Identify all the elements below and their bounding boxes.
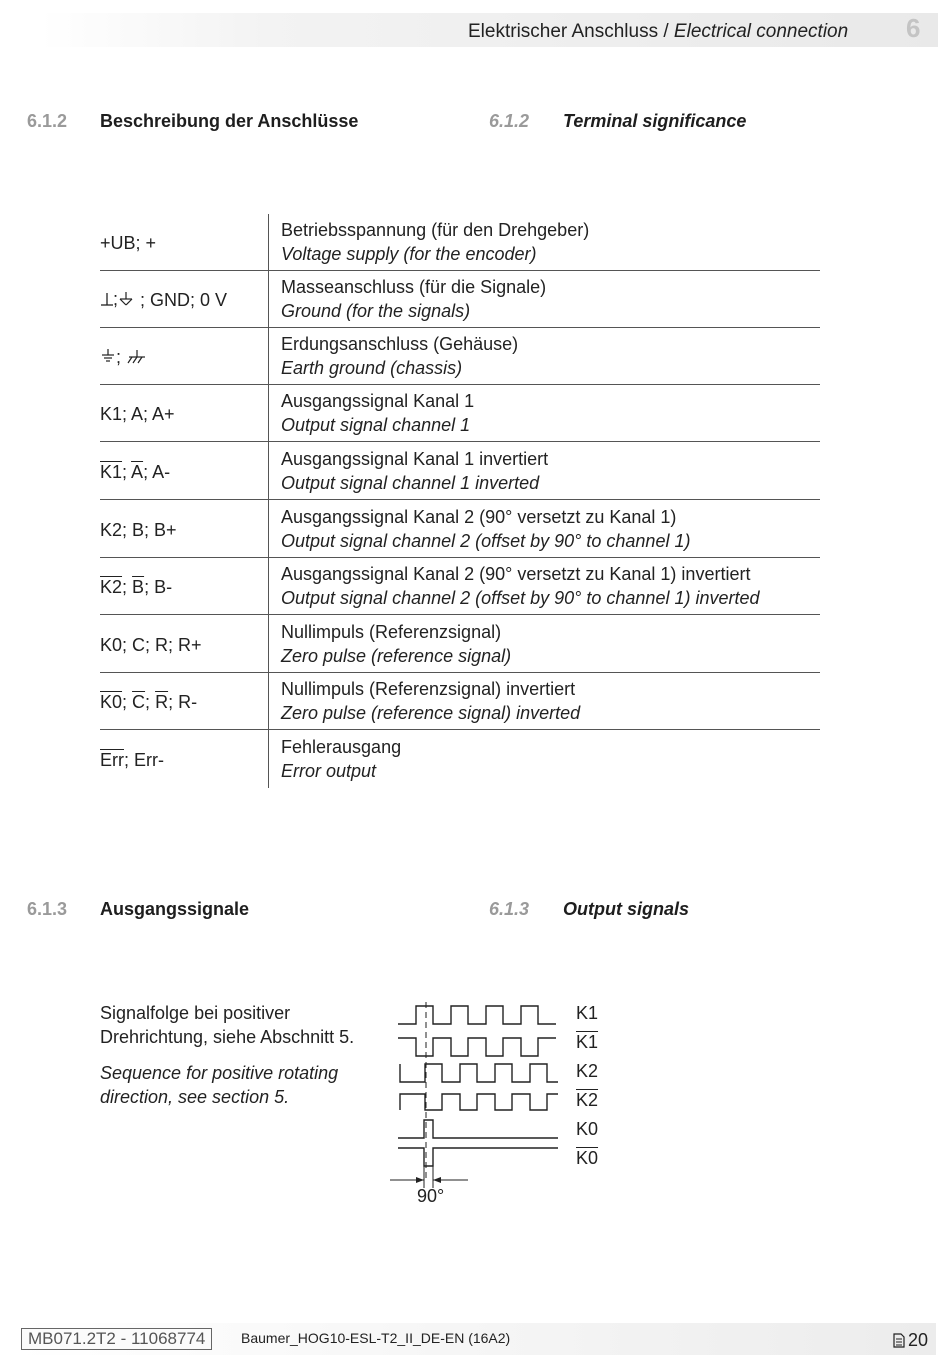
- description-en: Output signal channel 1: [281, 415, 471, 435]
- phase-label: 90°: [417, 1186, 445, 1206]
- description-en: Earth ground (chassis): [281, 358, 463, 378]
- description-en: Output signal channel 1 inverted: [281, 473, 540, 493]
- svg-text:;: ;: [113, 290, 119, 308]
- row-separator: [100, 499, 820, 500]
- table-row: [100, 558, 820, 615]
- terminal-label: K0; $\overline{C}$; $\overline{R}$; R-: [100, 692, 198, 712]
- section-612-number-en: 6.1.2: [489, 111, 530, 131]
- k0-waveform: [398, 1120, 558, 1138]
- terminal-label: K0; C; R; R+: [100, 635, 202, 655]
- section-612-title-de: Beschreibung der Anschlüsse: [100, 111, 359, 131]
- k1-inverted-waveform: [398, 1038, 556, 1056]
- terminal-label: K2; B; B+: [100, 520, 177, 540]
- description-en: Voltage supply (for the encoder): [281, 244, 537, 264]
- page-number: 20: [908, 1330, 929, 1350]
- table-row: [100, 443, 820, 500]
- section-613-number-de: 6.1.3: [27, 899, 68, 919]
- description-de: Betriebsspannung (für den Drehgeber): [281, 220, 590, 240]
- k0-label: K0: [576, 1119, 599, 1139]
- description-de: Erdungsanschluss (Gehäuse): [281, 334, 519, 354]
- page-icon: [893, 1333, 905, 1348]
- output-description-en: Sequence for positive rotating direction, see section 5.: [100, 1063, 339, 1107]
- section-613-title-de: Ausgangssignale: [100, 899, 250, 919]
- k2-label: K2: [576, 1061, 599, 1081]
- terminal-label: K1; A; A+: [100, 404, 175, 424]
- k1-inverted-label: K1: [576, 1032, 599, 1052]
- document-id: MB071.2T2 - 11068774: [21, 1328, 212, 1350]
- k1-waveform: [398, 1006, 556, 1024]
- row-separator: [100, 729, 820, 730]
- terminal-label: $\overline{Err}$; Err-: [100, 750, 164, 770]
- section-613-title-en: Output signals: [563, 899, 689, 919]
- chassis-ground-icon: [126, 347, 148, 365]
- document-name: Baumer_HOG10-ESL-T2_II_DE-EN (16A2): [241, 1330, 511, 1346]
- description-en: Ground (for the signals): [281, 301, 471, 321]
- k2-waveform: [400, 1064, 558, 1082]
- description-de: Nullimpuls (Referenzsignal): [281, 622, 502, 642]
- description-en: Zero pulse (reference signal): [281, 646, 512, 666]
- description-de: Ausgangssignal Kanal 2 (90° versetzt zu Kanal 1) invertiert: [281, 564, 751, 584]
- table-row: [100, 385, 820, 442]
- table-row: [100, 271, 820, 328]
- description-de: Ausgangssignal Kanal 2 (90° versetzt zu Kanal 1): [281, 507, 677, 527]
- terminal-label: ;: [100, 347, 148, 368]
- description-de: Nullimpuls (Referenzsignal) invertiert: [281, 679, 576, 699]
- description-de: Masseanschluss (für die Signale): [281, 277, 547, 297]
- k2-inverted-label: K2: [576, 1090, 599, 1110]
- table-row: [100, 616, 820, 673]
- k0-inverted-waveform: [398, 1148, 558, 1166]
- earth-ground-icon: [100, 347, 116, 365]
- ground-signal-icon: [100, 290, 140, 308]
- terminal-label: K1; $\overline{A}$; A-: [100, 462, 171, 482]
- description-en: Zero pulse (reference signal) inverted: [281, 703, 581, 723]
- description-de: Fehlerausgang: [281, 737, 402, 757]
- terminal-label: K2; $\overline{B}$; B-: [100, 577, 173, 597]
- output-description-de: Signalfolge bei positiver Drehrichtung, siehe Abschnitt 5.: [100, 1003, 355, 1047]
- section-612-title-en: Terminal significance: [563, 111, 747, 131]
- k2-inverted-waveform: [400, 1094, 558, 1110]
- description-en: Error output: [281, 761, 377, 781]
- description-en: Output signal channel 2 (offset by 90° to channel 1) inverted: [281, 588, 760, 608]
- k1-label: K1: [576, 1003, 599, 1023]
- section-612-number-de: 6.1.2: [27, 111, 68, 131]
- table-row: [100, 328, 820, 385]
- description-de: Ausgangssignal Kanal 1: [281, 391, 475, 411]
- table-row: [100, 501, 820, 558]
- description-en: Output signal channel 2 (offset by 90° to channel 1): [281, 531, 691, 551]
- table-row: [100, 673, 820, 730]
- row-separator: [100, 441, 820, 442]
- terminal-label: ; ; GND; 0 V: [100, 290, 227, 311]
- description-de: Ausgangssignal Kanal 1 invertiert: [281, 449, 549, 469]
- terminal-label: +UB; +: [100, 233, 157, 253]
- table-row: [100, 214, 820, 271]
- k0-inverted-label: K0: [576, 1148, 599, 1168]
- chapter-number: 6: [906, 13, 921, 43]
- row-separator: [100, 614, 820, 615]
- section-613-number-en: 6.1.3: [489, 899, 530, 919]
- header-title: Elektrischer Anschluss / Electrical connection: [468, 21, 849, 42]
- table-row: [100, 731, 820, 788]
